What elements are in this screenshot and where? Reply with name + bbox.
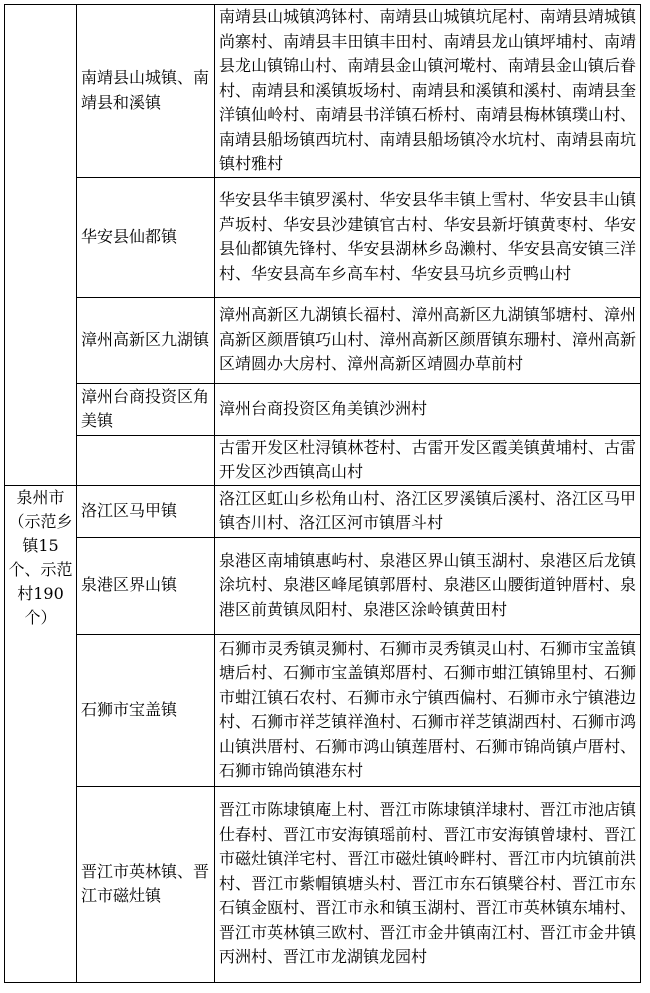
table-row: [5, 177, 641, 297]
table-row: [5, 297, 641, 383]
region-cell: [5, 485, 77, 982]
region-cell-prev: [5, 5, 77, 486]
town-cell: 漳州高新区九湖镇: [77, 297, 215, 383]
villages-cell: 古雷开发区杜浔镇林苍村、古雷开发区霞美镇黄埔村、古雷开发区沙西镇高山村: [215, 435, 641, 485]
town-cell: 南靖县山城镇、南靖县和溪镇: [77, 5, 215, 178]
table-row: [5, 786, 641, 982]
villages-cell: 华安县华丰镇罗溪村、华安县华丰镇上雪村、华安县丰山镇芦坂村、华安县沙建镇官古村、华安县新圩镇黄枣村、华安县仙都镇先锋村、华安县湖林乡岛濑村、华安县高安镇三洋村、华安县高车乡高车村、华安县马坑乡贡鸭山村: [215, 177, 641, 297]
town-cell: [77, 435, 215, 485]
table-row: [5, 537, 641, 634]
villages-cell: 石狮市灵秀镇灵狮村、石狮市灵秀镇灵山村、石狮市宝盖镇塘后村、石狮市宝盖镇郑厝村、石狮市蚶江镇锦里村、石狮市蚶江镇石农村、石狮市永宁镇西偏村、石狮市永宁镇港边村、石狮市祥芝镇祥渔村、石狮市祥芝镇湖西村、石狮市鸿山镇洪厝村、石狮市鸿山镇莲厝村、石狮市锦尚镇卢厝村、石狮市锦尚镇港东村: [215, 634, 641, 786]
table-row: [5, 634, 641, 786]
town-cell: 泉港区界山镇: [77, 537, 215, 634]
demonstration-villages-table: [4, 4, 641, 983]
villages-cell: 晋江市陈埭镇庵上村、晋江市陈埭镇洋埭村、晋江市池店镇仕春村、晋江市安海镇瑶前村、晋江市安海镇曾埭村、晋江市磁灶镇洋宅村、晋江市磁灶镇岭畔村、晋江市内坑镇前洪村、晋江市紫帽镇塘头村、晋江市东石镇檗谷村、晋江市东石镇金瓯村、晋江市永和镇玉湖村、晋江市英林镇东埔村、晋江市英林镇三欧村、晋江市金井镇南江村、晋江市金井镇丙洲村、晋江市龙湖镇龙园村: [215, 786, 641, 982]
table-row: [5, 383, 641, 435]
villages-cell: 洛江区虹山乡松角山村、洛江区罗溪镇后溪村、洛江区马甲镇杏川村、洛江区河市镇厝斗村: [215, 485, 641, 537]
villages-cell: 漳州高新区九湖镇长福村、漳州高新区九湖镇邹塘村、漳州高新区颜厝镇巧山村、漳州高新区颜厝镇东珊村、漳州高新区靖圆办大房村、漳州高新区靖圆办草前村: [215, 297, 641, 383]
town-cell: 晋江市英林镇、晋江市磁灶镇: [77, 786, 215, 982]
table-row: [5, 435, 641, 485]
villages-cell: 泉港区南埔镇惠屿村、泉港区界山镇玉湖村、泉港区后龙镇涂坑村、泉港区峰尾镇郭厝村、泉港区山腰街道钟厝村、泉港区前黄镇凤阳村、泉港区涂岭镇黄田村: [215, 537, 641, 634]
town-cell: 华安县仙都镇: [77, 177, 215, 297]
table-row: [5, 485, 641, 537]
town-cell: 石狮市宝盖镇: [77, 634, 215, 786]
town-cell: 洛江区马甲镇: [77, 485, 215, 537]
villages-cell: 南靖县山城镇鸿钵村、南靖县山城镇坑尾村、南靖县靖城镇尚寨村、南靖县丰田镇丰田村、南靖县龙山镇坪埔村、南靖县龙山镇锦山村、南靖县金山镇河墘村、南靖县金山镇后眷村、南靖县和溪镇坂场村、南靖县和溪镇和溪村、南靖县奎洋镇仙岭村、南靖县书洋镇石桥村、南靖县梅林镇璞山村、南靖县船场镇西坑村、南靖县船场镇冷水坑村、南靖县南坑镇村雅村: [215, 5, 641, 178]
table-row: [5, 5, 641, 178]
villages-cell: 漳州台商投资区角美镇沙洲村: [215, 383, 641, 435]
region-label: 泉州市（示范乡镇15个、示范村190个）: [8, 487, 73, 627]
town-cell: 漳州台商投资区角美镇: [77, 383, 215, 435]
